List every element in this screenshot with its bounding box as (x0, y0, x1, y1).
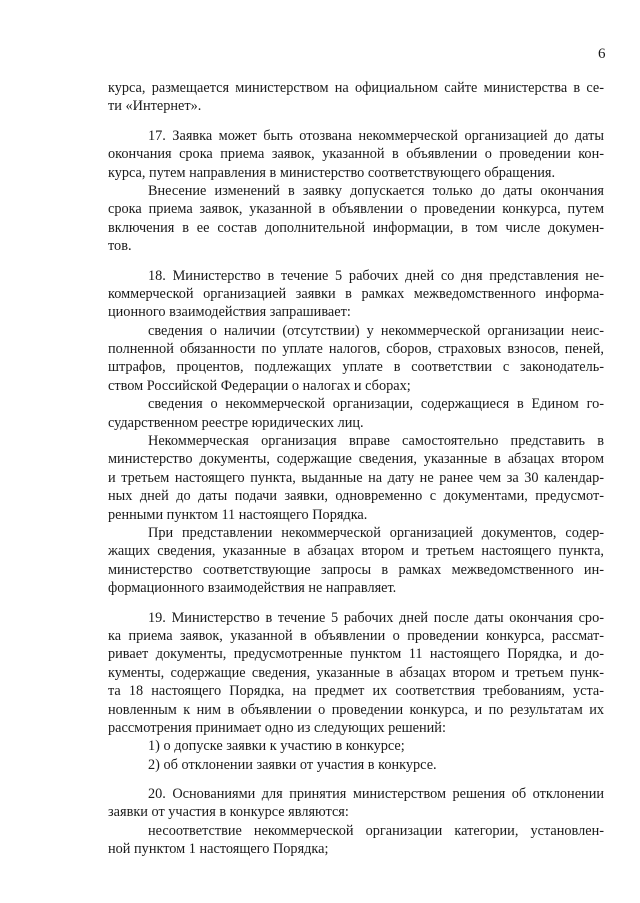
text-line: 17. Заявка может быть отозвана некоммерческой организацией до даты (148, 127, 604, 144)
paragraph (108, 432, 604, 524)
text-line: министерство соответствующие запросы в рамках межведомственного ин- (108, 561, 604, 578)
text-line: министерство документы, содержащие сведения, указанные в абзацах втором (108, 451, 604, 468)
paragraph-gap (108, 774, 604, 785)
paragraph (108, 322, 604, 396)
paragraph (108, 127, 604, 182)
text-line: жащих сведения, указанные в абзацах втором и третьем настоящего пункта, (108, 543, 604, 560)
text-line: коммерческой организацией заявки в рамках межведомственного информа- (108, 285, 604, 302)
text-line: ных дней до даты подачи заявки, одновременно с документами, предусмот- (108, 488, 604, 505)
paragraph (108, 756, 604, 774)
text-line: Внесение изменений в заявку допускается только до даты окончания (148, 182, 604, 199)
text-line: штрафов, процентов, подлежащих уплате в соответствии с законодатель- (108, 359, 604, 376)
text-line: ка приема заявок, указанной в объявлении о проведении конкурса, рассмат- (108, 627, 604, 644)
text-line: 18. Министерство в течение 5 рабочих дней со дня представления не- (148, 267, 604, 284)
text-line: полненной обязанности по уплате налогов, сборов, страховых взносов, пеней, (108, 341, 604, 358)
text-line: рассмотрения принимает одно из следующих решений: (108, 719, 446, 736)
text-line: и третьем настоящего пункта, выданные на дату не ранее чем за 30 календар- (108, 469, 604, 486)
text-line: включения в ее состав дополнительной информации, в том числе докумен- (108, 219, 604, 236)
text-line: сведения о наличии (отсутствии) у некоммерческой организации неис- (148, 322, 604, 339)
text-line: ренными пунктом 11 настоящего Порядка. (108, 506, 368, 523)
paragraph-gap (108, 116, 604, 127)
text-line: окончания срока приема заявок, указанной в объявлении о проведении кон- (108, 146, 604, 163)
text-line: 1) о допуске заявки к участию в конкурсе; (148, 738, 405, 755)
text-line: курса, путем направления в министерство соответствующего обращения. (108, 164, 556, 181)
text-line: ривает документы, предусмотренные пунктом 11 настоящего Порядка, и до- (108, 646, 604, 663)
paragraph-gap (108, 598, 604, 609)
paragraph (108, 395, 604, 432)
paragraph (108, 785, 604, 822)
text-line: сударственном реестре юридических лиц. (108, 414, 364, 431)
paragraph (108, 822, 604, 859)
paragraph (108, 609, 604, 738)
paragraph (108, 79, 604, 116)
text-line: кументы, содержащие сведения, указанные в абзацах втором и третьем пунк- (108, 664, 604, 681)
text-line: несоответствие некоммерческой организации категории, установлен- (148, 822, 604, 839)
text-line: сведения о некоммерческой организации, содержащиеся в Едином го- (148, 396, 604, 413)
text-line: та 18 настоящего Порядка, на предмет их соответствия требованиям, уста- (108, 683, 604, 700)
page-number: 6 (598, 46, 606, 62)
text-line: Некоммерческая организация вправе самостоятельно представить в (148, 433, 604, 450)
document-body (108, 79, 604, 859)
paragraph-gap (108, 256, 604, 267)
text-line: 2) об отклонении заявки от участия в конкурсе. (148, 756, 437, 773)
text-line: 20. Основаниями для принятия министерством решения об отклонении (148, 786, 604, 803)
text-line: При представлении некоммерческой организацией документов, содер- (148, 524, 604, 541)
text-line: ционного взаимодействия запрашивает: (108, 304, 351, 321)
paragraph (108, 524, 604, 598)
text-line: тов. (108, 238, 132, 255)
text-line: ной пунктом 1 настоящего Порядка; (108, 841, 329, 858)
text-line: ством Российской Федерации о налогах и сборах; (108, 377, 411, 394)
text-line: 19. Министерство в течение 5 рабочих дней после даты окончания сро- (148, 609, 604, 626)
text-line: курса, размещается министерством на официальном сайте министерства в се- (108, 80, 604, 96)
text-line: ти «Интернет». (108, 98, 202, 115)
paragraph (108, 182, 604, 256)
paragraph (108, 737, 604, 755)
text-line: новленным к ним в объявлении о проведении конкурса, и по результатам их (108, 701, 604, 718)
paragraph (108, 267, 604, 322)
text-line: срока приема заявок, указанной в объявлении о проведении конкурса, путем (108, 201, 604, 218)
text-line: заявки от участия в конкурсе являются: (108, 804, 349, 821)
text-line: формационного взаимодействия не направляет. (108, 580, 397, 597)
